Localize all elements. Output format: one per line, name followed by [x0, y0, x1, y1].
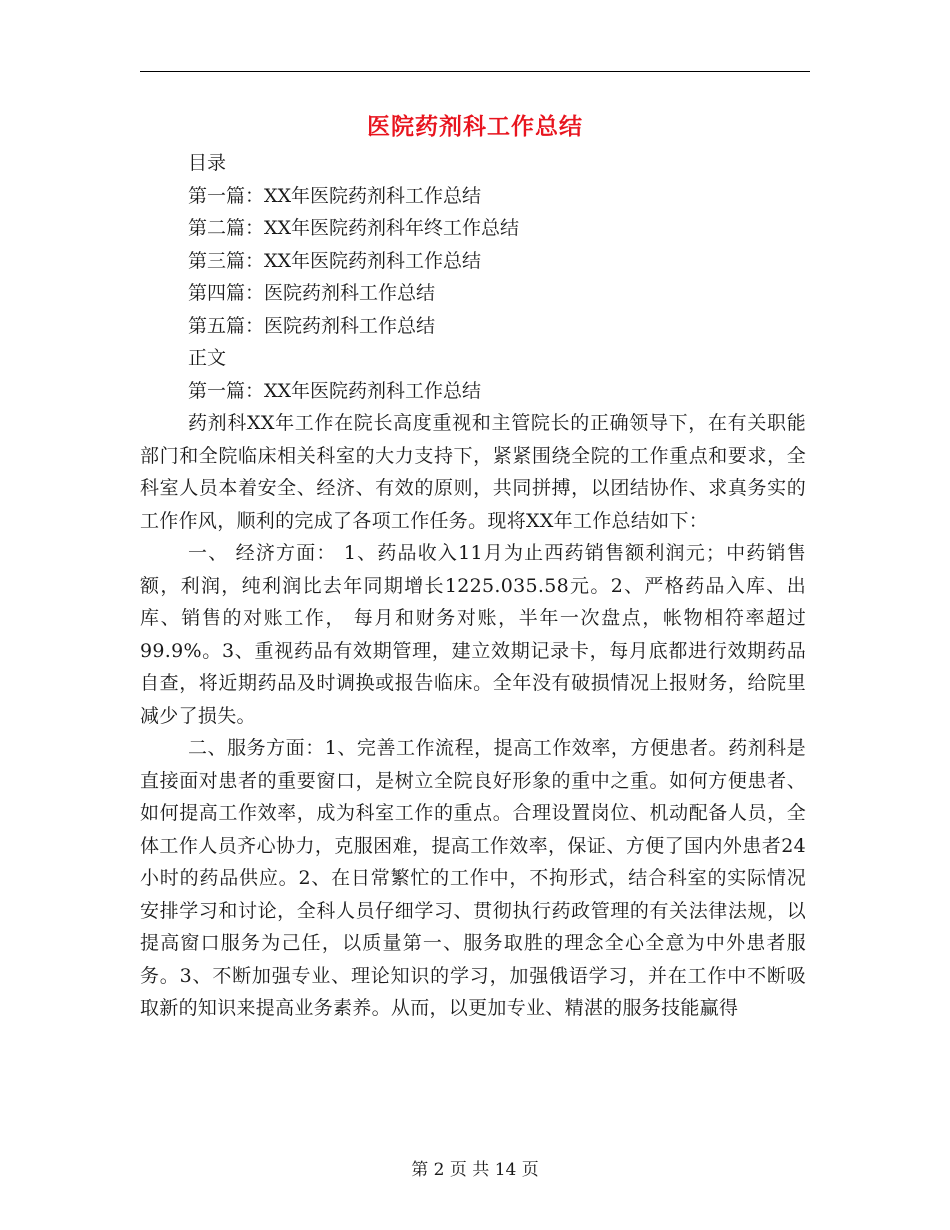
- toc-item: 第二篇：XX年医院药剂科年终工作总结: [188, 217, 520, 239]
- document-title: 医院药剂科工作总结: [367, 113, 583, 140]
- body-heading: 正文: [188, 347, 227, 369]
- toc-item: 第一篇：XX年医院药剂科工作总结: [188, 184, 482, 207]
- paragraph-service: 二、服务方面：1、完善工作流程，提高工作效率，方便患者。药剂科是直接面对患者的重要窗口，是树立全院良好形象的重中之重。如何方便患者、如何提高工作效率，成为科室工作的重点。合理设置岗位、机动配备人员，全体工作人员齐心协力，克服困难，提高工作效率，保证、方便了国内外患者24小时的药品供应。2、在日常繁忙的工作中，不拘形式，结合科室的实际情况安排学习和讨论，全科人员仔细学习、贯彻执行药政管理的有关法律法规，以提高窗口服务为己任，以质量第一、服务取胜的理念全心全意为中外患者服务。3、不断加强专业、理论知识的学习，加强俄语学习，并在工作中不断吸取新的知识来提高业务素养。从而，以更加专业、精湛的服务技能赢得: [140, 737, 806, 1019]
- header-rule: [140, 71, 810, 72]
- toc-item: 第五篇：医院药剂科工作总结: [188, 314, 436, 337]
- paragraph-intro: 药剂科XX年工作在院长高度重视和主管院长的正确领导下，在有关职能部门和全院临床相关科室的大力支持下，紧紧围绕全院的工作重点和要求，全科室人员本着安全、经济、有效的原则，共同拼搏，以团结协作、求真务实的工作作风，顺利的完成了各项工作任务。现将XX年工作总结如下：: [140, 412, 806, 532]
- page-number: 第 2 页 共 14 页: [411, 1160, 539, 1180]
- toc-item: 第四篇：医院药剂科工作总结: [188, 282, 436, 304]
- paragraph-economy: 一、 经济方面： 1、药品收入11月为止西药销售额利润元；中药销售额，利润，纯利润比去年同期增长1225.035.58元。2、严格药品入库、出库、销售的对账工作， 每月和财务对账，半年一次盘点，帐物相符率超过99.9%。3、重视药品有效期管理，建立效期记录卡，每月底都进行效期药品自查，将近期药品及时调换或报告临床。全年没有破损情况上报财务，给院里减少了损失。: [140, 542, 806, 727]
- section-heading: 第一篇：XX年医院药剂科工作总结: [188, 379, 482, 402]
- toc-item: 第三篇：XX年医院药剂科工作总结: [188, 249, 482, 272]
- document-body: [140, 147, 806, 1025]
- toc-heading: 目录: [188, 152, 227, 174]
